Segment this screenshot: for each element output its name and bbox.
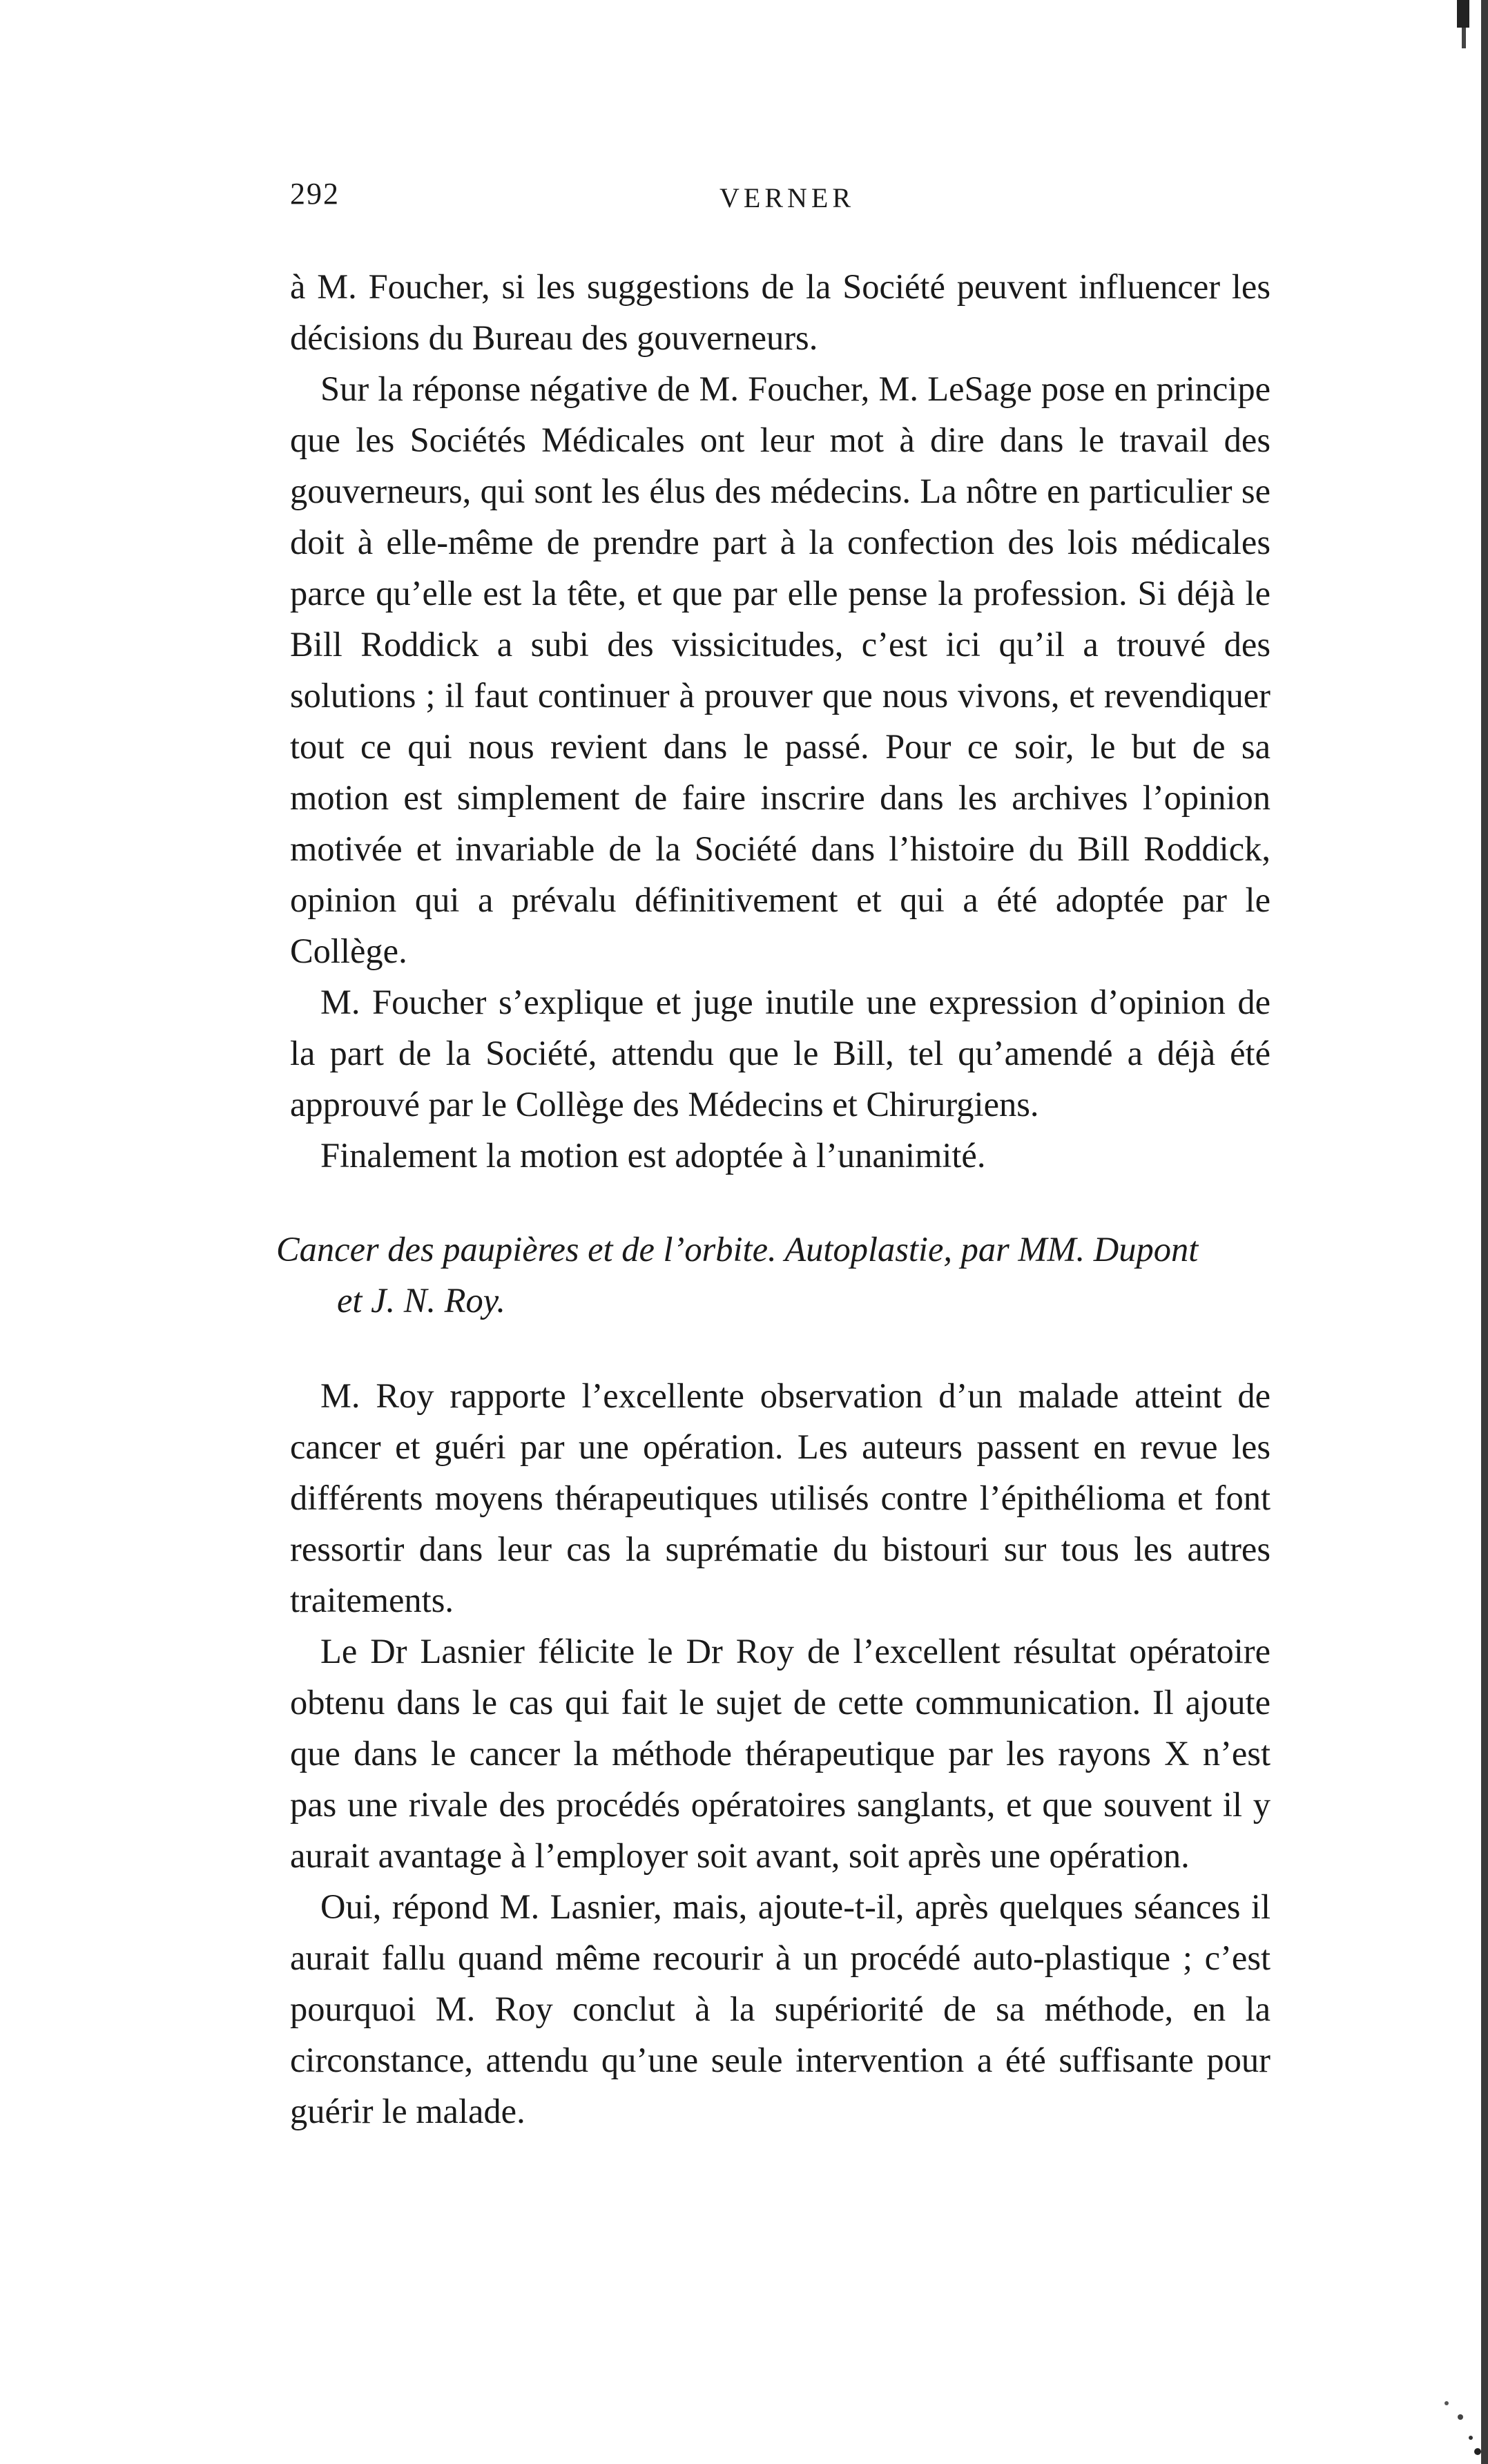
paragraph: M. Roy rapporte l’excellente observation d’un malade atteint de cancer et guéri par une opération. Les auteurs passent en revue les différents moyens thérapeutiques utilisés contre l’épithélioma et font ressortir dans leur cas la suprématie du bistouri sur tous les autres traitements. <box>290 1376 1270 1619</box>
paragraph: Finalement la motion est adoptée à l’unanimité. <box>320 1136 986 1175</box>
paragraph: Oui, répond M. Lasnier, mais, ajoute-t-il, après quelques séances il aurait fallu quand même recourir à un procédé auto-plastique ; c’est pourquoi M. Roy conclut à la supériorité de sa méthode, en la circonstance, attendu qu’une seule intervention a été suffisante pour guérir le malade. <box>290 1887 1270 2130</box>
running-head <box>290 176 1284 231</box>
running-title: VERNER <box>719 182 855 213</box>
section-heading-line-2: et J. N. Roy. <box>337 1281 506 1320</box>
paragraph: M. Foucher s’explique et juge inutile une expression d’opinion de la part de la Société, attendu que le Bill, tel qu’amendé a déjà été approuvé par le Collège des Médecins et Chirurgiens. <box>290 983 1270 1124</box>
page-number: 292 <box>290 177 340 211</box>
paragraph: Sur la réponse négative de M. Foucher, M. LeSage pose en principe que les Sociétés Médicales ont leur mot à dire dans le travail des gouverneurs, qui sont les élus des médecins. La nôtre en particulier se doit à elle-même de prendre part à la confection des lois médicales parce qu’elle est la tête, et que par elle pense la profession. Si déjà le Bill Roddick a subi des vissicitudes, c’est ici qu’il a trouvé des solutions ; il faut continuer à prouver que nous vivons, et revendiquer tout ce qui nous revient dans le passé. Pour ce soir, le but de sa motion est simplement de faire inscrire dans les archives l’opinion motivée et invariable de la Société dans l’histoire du Bill Roddick, opinion qui a prévalu définitivement et qui a été adoptée par le Collège. <box>290 369 1270 970</box>
scan-edge-specks <box>1419 0 1488 2464</box>
section-heading <box>276 1224 1270 1326</box>
page-body <box>276 261 1270 2137</box>
paragraph: à M. Foucher, si les suggestions de la Société peuvent influencer les décisions du Bureau des gouverneurs. <box>290 267 1270 357</box>
section-heading-line-1: Cancer des paupières et de l’orbite. Autoplastie, par MM. Dupont <box>276 1230 1199 1269</box>
paragraph: Le Dr Lasnier félicite le Dr Roy de l’excellent résultat opératoire obtenu dans le cas qui fait le sujet de cette communication. Il ajoute que dans le cancer la méthode thérapeutique par les rayons X n’est pas une rivale des procédés opératoires sanglants, et que souvent il y aurait avantage à l’employer soit avant, soit après une opération. <box>290 1632 1270 1875</box>
